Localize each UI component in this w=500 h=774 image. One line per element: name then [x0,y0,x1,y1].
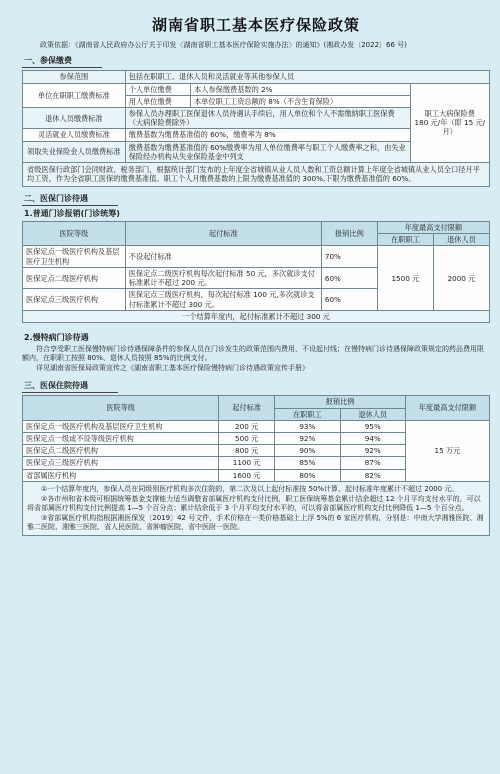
serious-illness-cell [410,83,489,163]
scope-label: 参保范围 [23,71,126,83]
ip-retired: 92% [340,445,405,457]
serious-illness-label: 职工大病保险费 [424,109,475,119]
ip-retired: 94% [340,432,405,444]
op-ratio: 70% [321,246,377,267]
ip-header-retired: 退休人员 [340,408,405,420]
ip-level: 医保定点二级医疗机构 [23,445,219,457]
section-1-heading: 一、参保缴费 [22,55,102,68]
ip-threshold: 500 元 [219,432,275,444]
op-header-threshold: 起付标准 [125,222,321,246]
retiree-value: 参保人员办理职工医保退休人员待遇认手续后，用人单位和个人不需缴纳职工医保费（大病保险费除外） [125,108,410,129]
op-threshold: 不设起付标准 [125,246,321,267]
baseline-note: 省级医保行政部门会同财政、税务部门，根据统计部门发布的上年度全省城镇从业人员人数和工资总额计算上年度全省城镇从业人员全口径月平均工资，作为全省职工医保的缴费基准值。职工个人月缴费基数的上限为缴费基准值的 300%,下限为缴费基准值的 60%。 [22,163,490,186]
op-ratio: 60% [321,289,377,310]
op-ratio: 60% [321,267,377,288]
ip-retired: 87% [340,457,405,469]
ip-threshold: 1600 元 [219,469,275,481]
chronic-text: 符合享受职工医保慢特病门诊待遇保障条件的参保人员在门诊发生的政策范围内费用，不设起付线；在慢特病门诊待遇保障政策规定的药品费用限额内，在职职工按照 80%、退休人员按照 85%的比例支付。 [22,345,484,363]
page-title: 湖南省职工基本医疗保险政策 [151,16,360,34]
op-header-ratio: 报销比例 [321,222,377,246]
ip-header-limit: 年度最高支付限额 [405,396,489,420]
unit-value: 本单位职工工资总额的 8%（不含生育保险） [191,95,410,107]
op-year-note: 一个结算年度内，起付标准累计不超过 300 元 [23,310,490,322]
op-header-limit: 年度最高支付限额 [377,222,489,234]
retiree-label: 退休人员缴费标准 [23,108,126,129]
op-level: 医保定点二级医疗机构 [23,267,126,288]
op-level: 医保定点一级医疗机构及基层医疗卫生机构 [23,246,126,267]
op-header-retired: 退休人员 [433,234,489,246]
ip-retired: 95% [340,420,405,432]
ip-threshold: 1100 元 [219,457,275,469]
ip-level: 医保定点一级或不设等级医疗机构 [23,432,219,444]
contribution-table [22,70,490,163]
policy-basis: 政策依据：《湖南省人民政府办公厅关于印发〈湖南省职工基本医疗保险实施办法〉的通知》(湘政办发〔2022〕66 号) [40,41,407,50]
inpatient-notes [22,482,490,536]
ip-header-level: 医院等级 [23,396,219,420]
ip-limit: 15 万元 [405,420,489,481]
ip-threshold: 200 元 [219,420,275,432]
ip-active: 85% [275,457,340,469]
table-row [23,246,490,267]
scope-value: 包括在职职工、退休人员和灵活就业等其他参保人员 [125,71,489,83]
outpatient-table [22,221,490,323]
unemployed-value: 缴费基数为缴费基准值的 60%缴费率为用人单位缴费率与职工个人缴费率之和，由失业保险经办机构从失业保险基金中列支 [125,141,410,162]
employee-label: 单位在职职工缴费标准 [23,83,126,107]
serious-illness-value: 180 元/年（即 15 元/月） [414,118,486,137]
ip-level: 省部属医疗机构 [23,469,219,481]
unit-label: 用人单位缴费 [125,95,190,107]
unemployed-label: 领取失业保险金人员缴费标准 [23,141,126,162]
chronic-detail: 详见湖南省医保局政策宣传之《湖南省职工基本医疗保险慢特病门诊待遇政策宣传手册》 [36,364,309,373]
ip-level: 医保定点一级医疗机构及基层医疗卫生机构 [23,420,219,432]
table-row [23,420,490,432]
inpatient-table [22,395,490,482]
op-header-active: 在职职工 [377,234,433,246]
op-threshold: 医保定点三级医疗机构，每次起付标准 100 元,多次就诊支付标准累计不超过 300 元。 [125,289,321,310]
flex-value: 缴费基数为缴费基准值的 60%，缴费率为 8% [125,129,410,141]
op-limit-active: 1500 元 [377,246,433,310]
flex-label: 灵活就业人员缴费标准 [23,129,126,141]
inpatient-note-2: ②各市州和省本级可根据统筹基金支撑能力适当调整省部属医疗机构支付比例，职工医保统筹基金累计结余超过 12 个月平均支付水平的，可以将省部属医疗机构支付比例提高 1—5 个百分点；累计结余低于 3 个月平均支付水平的，可以将省部属医疗机构支付比例降低 1—5 个百分点。 [27,494,481,512]
ip-header-ratio: 报销比例 [275,396,406,408]
section-2-heading: 二、医保门诊待遇 [22,193,118,206]
op-header-level: 医院等级 [23,222,126,246]
ip-active: 80% [275,469,340,481]
ip-header-active: 在职职工 [275,408,340,420]
inpatient-note-3: ③省部属医疗机构指根据湘医保发〔2019〕42 号文件，手术价格在一类价格基础上上浮 5%的 6 家医疗机构，分别是：中南大学湘雅医院、湘雅二医院、湘雅三医院、省人民医院、省肿瘤医院、省中医附一医院。 [27,513,484,531]
ip-retired: 82% [340,469,405,481]
ip-threshold: 800 元 [219,445,275,457]
inpatient-note-1: ①一个结算年度内，参保人员在同级别医疗机构多次住院的，第二次及以上起付标准按 50%计算，起付标准年度累计不超过 2000 元。 [41,484,459,493]
op-limit-retired: 2000 元 [433,246,489,310]
op-level: 医保定点三级医疗机构 [23,289,126,310]
chronic-subheading: 2.慢特病门诊待遇 [24,333,89,342]
ip-active: 92% [275,432,340,444]
ip-level: 医保定点三级医疗机构 [23,457,219,469]
op-threshold: 医保定点二级医疗机构每次起付标准 50 元，多次就诊支付标准累计不超过 200 元。 [125,267,321,288]
outpatient-subheading: 1.普通门诊报销(门诊统筹) [24,208,120,218]
personal-value: 本人参保缴费基数的 2% [191,83,410,95]
ip-active: 90% [275,445,340,457]
ip-header-threshold: 起付标准 [219,396,275,420]
personal-label: 个人单位缴费 [125,83,190,95]
ip-active: 93% [275,420,340,432]
section-3-heading: 三、医保住院待遇 [22,380,118,393]
